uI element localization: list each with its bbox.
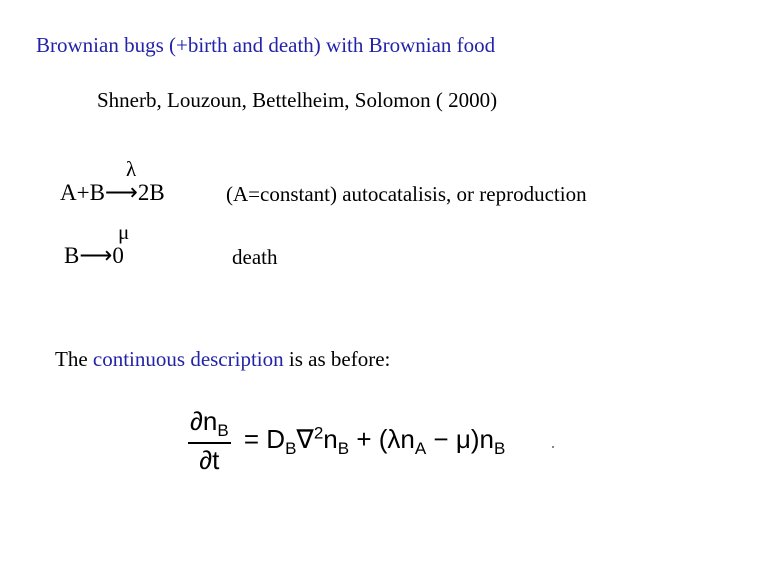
fraction-numerator: $\partial n_B$ bbox=[190, 406, 229, 441]
partial-derivative-fraction bbox=[188, 406, 231, 476]
reaction-lhs: B bbox=[64, 243, 80, 268]
fraction-bar bbox=[188, 442, 231, 444]
continuous-prefix: The bbox=[55, 347, 93, 371]
diffusion-equation bbox=[188, 406, 505, 476]
rate-lambda: λ bbox=[126, 157, 137, 181]
slide-title: Brownian bugs (+birth and death) with Brownian food bbox=[36, 33, 496, 57]
reaction-rhs: 0 bbox=[112, 243, 124, 268]
fraction-denominator: ∂t bbox=[199, 445, 220, 476]
reaction-death-description: death bbox=[232, 245, 278, 269]
equation-rhs: = $D_B\nabla^2n_B + (\lambda n_A - \mu)n_B$ bbox=[236, 423, 506, 459]
reaction-rhs: 2B bbox=[137, 180, 165, 205]
authors-citation: Shnerb, Louzoun, Bettelheim, Solomon ( 2000) bbox=[97, 88, 498, 112]
continuous-highlight: continuous description bbox=[92, 347, 284, 371]
continuous-description-line bbox=[55, 347, 390, 372]
reaction-lhs: A+B bbox=[60, 180, 105, 205]
arrow-icon: ⟶ bbox=[104, 180, 138, 205]
arrow-icon: ⟶ bbox=[79, 243, 113, 268]
reaction-birth bbox=[60, 180, 165, 206]
continuous-suffix: is as before: bbox=[283, 347, 391, 371]
reaction-birth-description: (A=constant) autocatalisis, or reproduction bbox=[226, 182, 587, 206]
rate-mu: μ bbox=[118, 220, 130, 244]
trailing-dot bbox=[552, 446, 554, 448]
reaction-death bbox=[64, 243, 124, 269]
